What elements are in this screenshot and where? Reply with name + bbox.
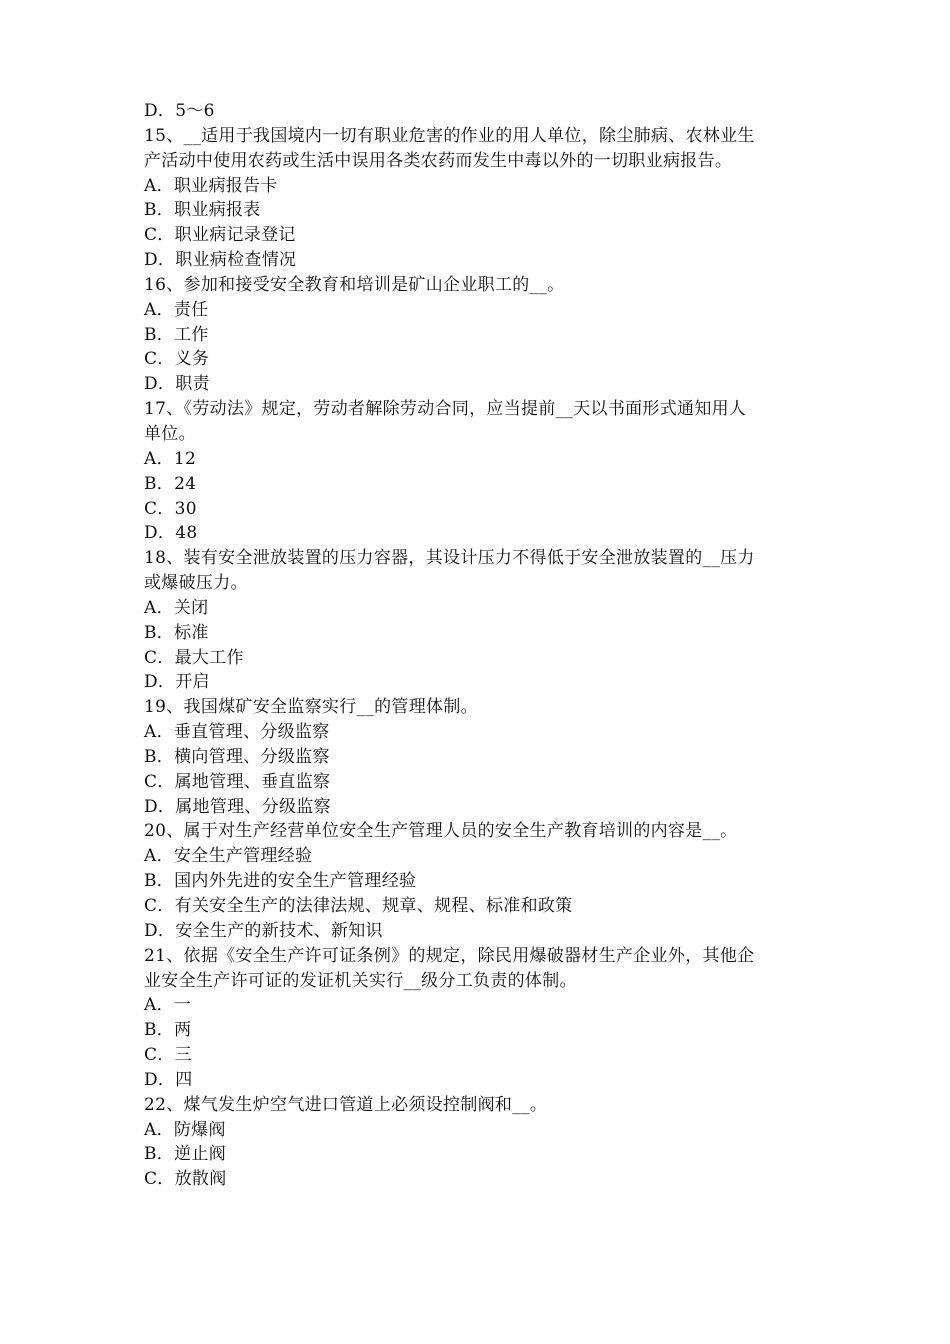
question-15: 15、__适用于我国境内一切有职业危害的作业的用人单位，除尘肺病、农林业生 [144,125,755,146]
option-c-q18: C．最大工作 [144,647,244,668]
question-17: 17、《劳动法》规定，劳动者解除劳动合同，应当提前__天以书面形式通知用人 [144,399,747,420]
option-d-q18: D．开启 [144,672,210,693]
option-d-q17: D．48 [144,523,198,544]
option-c-q21: C．三 [144,1045,192,1066]
option-b-q21: B．两 [144,1020,192,1041]
question-19: 19、我国煤矿安全监察实行__的管理体制。 [144,697,478,718]
option-a-q20: A．安全生产管理经验 [144,846,313,867]
option-d-q16: D．职责 [144,374,210,395]
question-15-cont: 产活动中使用农药或生活中误用各类农药而发生中毒以外的一切职业病报告。 [144,150,733,171]
option-a-q22: A．防爆阀 [144,1119,226,1140]
question-16: 16、参加和接受安全教育和培训是矿山企业职工的__。 [144,274,565,295]
option-b-q19: B．横向管理、分级监察 [144,746,330,767]
option-c-q17: C．30 [144,498,197,519]
question-21: 21、依据《安全生产许可证条例》的规定，除民用爆破器材生产企业外，其他企 [144,945,755,966]
document-body [144,99,819,1192]
option-a-q16: A．责任 [144,299,209,320]
option-c-q16: C．义务 [144,349,210,370]
question-22: 22、煤气发生炉空气进口管道上必须设控制阀和__。 [144,1094,548,1115]
option-d-q14: D．5～6 [144,101,215,121]
option-c-q15: C．职业病记录登记 [144,225,296,246]
option-b-q15: B．职业病报表 [144,200,261,221]
option-b-q16: B．工作 [144,324,209,345]
option-b-q20: B．国内外先进的安全生产管理经验 [144,871,417,892]
question-18-cont: 或爆破压力。 [144,573,248,594]
option-a-q19: A．垂直管理、分级监察 [144,722,330,743]
option-c-q20: C．有关安全生产的法律法规、规章、规程、标准和政策 [144,896,573,916]
option-d-q15: D．职业病检查情况 [144,250,297,271]
question-21-cont: 业安全生产许可证的发证机关实行__级分工负责的体制。 [144,970,577,991]
option-d-q19: D．属地管理、分级监察 [144,796,331,817]
option-c-q19: C．属地管理、垂直监察 [144,771,331,792]
question-18: 18、装有安全泄放装置的压力容器，其设计压力不得低于安全泄放装置的__压力 [144,548,755,569]
option-d-q20: D．安全生产的新技术、新知识 [144,920,383,941]
option-b-q18: B．标准 [144,622,209,643]
option-a-q15: A．职业病报告卡 [144,175,278,196]
option-d-q21: D．四 [144,1069,193,1090]
option-c-q22: C．放散阀 [144,1169,227,1190]
question-20: 20、属于对生产经营单位安全生产管理人员的安全生产教育培训的内容是__。 [144,821,738,842]
option-a-q18: A．关闭 [144,597,209,618]
option-b-q17: B．24 [144,473,197,494]
question-17-cont: 单位。 [144,423,196,444]
option-b-q22: B．逆止阀 [144,1144,226,1165]
option-a-q17: A．12 [144,448,197,469]
option-a-q21: A．一 [144,995,192,1016]
